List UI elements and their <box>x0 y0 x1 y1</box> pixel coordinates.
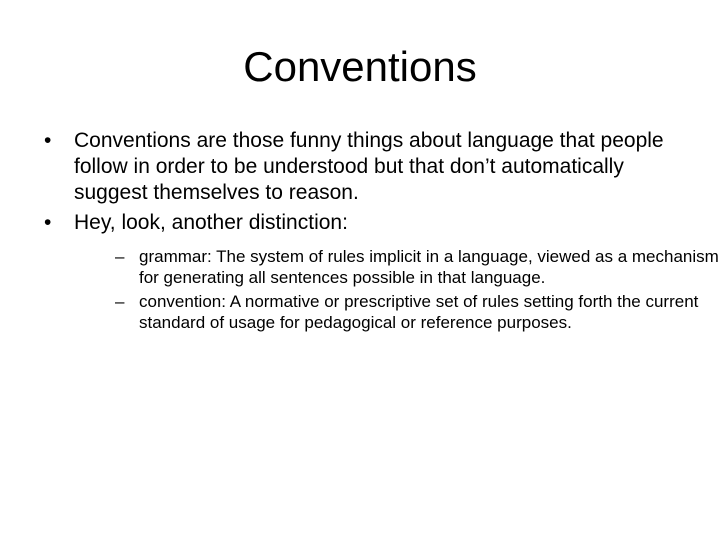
slide-title: Conventions <box>243 43 477 90</box>
sub-bullet-text: grammar: The system of rules implicit in a language, viewed as a mechanism for generating all sentences possible in that language. <box>139 247 719 287</box>
sub-bullet-item <box>74 291 720 333</box>
bullet-list <box>36 128 719 337</box>
bullet-marker: • <box>44 129 52 152</box>
bullet-marker: • <box>44 211 52 234</box>
bullet-text: Conventions are those funny things about language that people follow in order to be understood but that don’t automatically suggest themselves to reason. <box>74 129 664 204</box>
sub-bullet-item <box>74 246 720 288</box>
bullet-item <box>36 210 719 333</box>
bullet-item <box>36 128 696 206</box>
sub-bullet-marker: – <box>115 247 125 266</box>
sub-bullet-list <box>74 246 719 333</box>
sub-bullet-marker: – <box>115 292 125 311</box>
bullet-text: Hey, look, another distinction: <box>74 211 348 234</box>
sub-bullet-text: convention: A normative or prescriptive set of rules setting forth the current standard of usage for pedagogical or reference purposes. <box>139 292 699 332</box>
